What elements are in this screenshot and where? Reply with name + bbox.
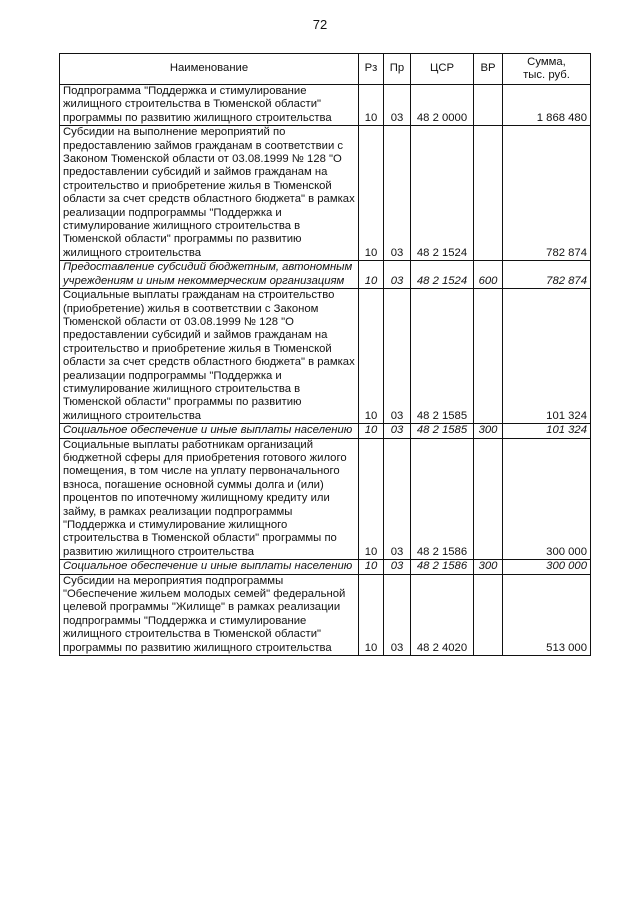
- table-row: [60, 574, 591, 655]
- row-vr: 300: [474, 424, 503, 438]
- row-csr: 48 2 1524: [411, 261, 474, 289]
- row-pr: 03: [384, 438, 411, 560]
- row-csr: 48 2 1585: [411, 424, 474, 438]
- row-vr: [474, 126, 503, 261]
- row-sum: 1 868 480: [503, 85, 591, 126]
- row-name: Субсидии на мероприятия подпрограммы "Обеспечение жильем молодых семей" федеральной целевой программы "Жилище" в рамках реализации подпрограммы "Поддержка и стимулирование жилищного строительства в Тюменской области" программы по развитию жилищного строительства: [60, 574, 359, 655]
- row-vr: [474, 438, 503, 560]
- row-sum: 300 000: [503, 438, 591, 560]
- row-name: Социальное обеспечение и иные выплаты населению: [60, 560, 359, 574]
- header-sum-line1: Сумма,: [527, 55, 566, 68]
- row-sum: 782 874: [503, 126, 591, 261]
- header-csr: ЦСР: [411, 54, 474, 85]
- row-rz: 10: [359, 560, 384, 574]
- header-rz: Рз: [359, 54, 384, 85]
- row-csr: 48 2 4020: [411, 574, 474, 655]
- table-row: [60, 261, 591, 289]
- row-name: Субсидии на выполнение мероприятий по предоставлению займов гражданам в соответствии с Законом Тюменской области от 03.08.1999 № 128 "О предоставлении субсидий и займов гражданам на строительство и приобретение жилья в Тюменской области за счет средств областного бюджета" в рамках реализации подпрограммы "Поддержка и стимулирование жилищного строительства в Тюменской области" программы по развитию жилищного строительства: [60, 126, 359, 261]
- row-pr: 03: [384, 560, 411, 574]
- table-header-row: [60, 54, 591, 85]
- row-rz: 10: [359, 85, 384, 126]
- page-number: 72: [312, 17, 328, 32]
- row-rz: 10: [359, 289, 384, 424]
- row-name: Подпрограмма "Поддержка и стимулирование жилищного строительства в Тюменской области" программы по развитию жилищного строительства: [60, 85, 359, 126]
- row-csr: 48 2 1524: [411, 126, 474, 261]
- table-row: [60, 126, 591, 261]
- row-vr: [474, 289, 503, 424]
- header-name: Наименование: [60, 54, 359, 85]
- row-pr: 03: [384, 126, 411, 261]
- header-vr: ВР: [474, 54, 503, 85]
- row-vr: [474, 574, 503, 655]
- row-sum: 513 000: [503, 574, 591, 655]
- row-csr: 48 2 1585: [411, 289, 474, 424]
- header-sum-line2: тыс. руб.: [523, 69, 570, 81]
- row-pr: 03: [384, 85, 411, 126]
- row-rz: 10: [359, 424, 384, 438]
- row-name: Социальное обеспечение и иные выплаты населению: [60, 424, 359, 438]
- row-vr: 600: [474, 261, 503, 289]
- row-sum: 101 324: [503, 289, 591, 424]
- row-vr: 300: [474, 560, 503, 574]
- row-rz: 10: [359, 126, 384, 261]
- header-sum: [503, 54, 591, 85]
- row-csr: 48 2 1586: [411, 560, 474, 574]
- header-pr: Пр: [384, 54, 411, 85]
- row-rz: 10: [359, 438, 384, 560]
- table-row: [60, 438, 591, 560]
- row-rz: 10: [359, 261, 384, 289]
- row-sum: 300 000: [503, 560, 591, 574]
- budget-table: [59, 53, 591, 656]
- row-csr: 48 2 0000: [411, 85, 474, 126]
- table-row: [60, 424, 591, 438]
- row-name: Социальные выплаты гражданам на строительство (приобретение) жилья в соответствии с Законом Тюменской области от 03.08.1999 № 128 "О предоставлении субсидий и займов гражданам на строительство и приобретение жилья в Тюменской области за счет средств областного бюджета" в рамках реализации подпрограммы "Поддержка и стимулирование жилищного строительства в Тюменской области" программы по развитию жилищного строительства: [60, 289, 359, 424]
- row-sum: 782 874: [503, 261, 591, 289]
- table-body: [60, 85, 591, 656]
- table-row: [60, 289, 591, 424]
- row-pr: 03: [384, 424, 411, 438]
- row-pr: 03: [384, 574, 411, 655]
- row-vr: [474, 85, 503, 126]
- row-sum: 101 324: [503, 424, 591, 438]
- row-name: Предоставление субсидий бюджетным, автономным учреждениям и иным некоммерческим организациям: [60, 261, 359, 289]
- table-row: [60, 560, 591, 574]
- row-name: Социальные выплаты работникам организаций бюджетной сферы для приобретения готового жилого помещения, в том числе на уплату первоначального взноса, погашение основной суммы долга и (или) процентов по ипотечному жилищному кредиту или займу, в рамках реализации подпрограммы "Поддержка и стимулирование жилищного строительства в Тюменской области" программы по развитию жилищного строительства: [60, 438, 359, 560]
- table-row: [60, 85, 591, 126]
- row-csr: 48 2 1586: [411, 438, 474, 560]
- row-pr: 03: [384, 261, 411, 289]
- row-rz: 10: [359, 574, 384, 655]
- row-pr: 03: [384, 289, 411, 424]
